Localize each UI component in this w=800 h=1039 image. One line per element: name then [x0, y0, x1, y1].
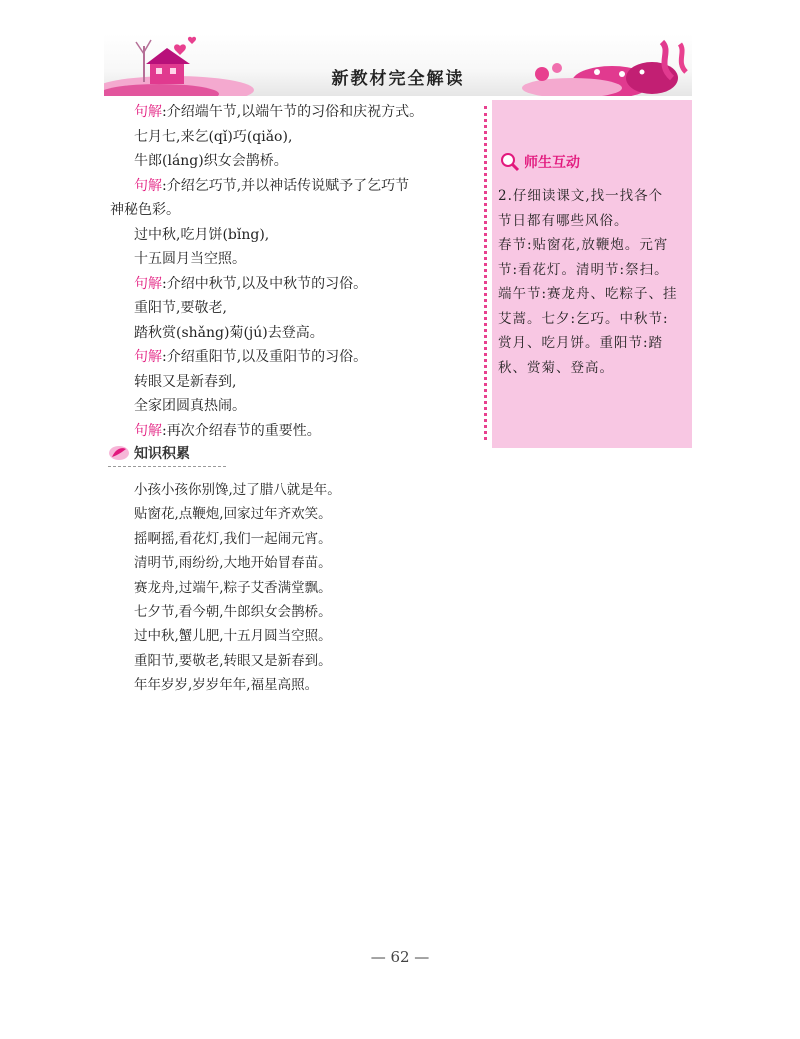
- poem-line: 年年岁岁,岁岁年年,福星高照。: [134, 677, 319, 694]
- sidebar-line: 节:看花灯。清明节:祭扫。: [498, 261, 669, 278]
- sidebar-line: 端午节:赛龙舟、吃粽子、挂: [498, 286, 678, 302]
- sidebar-line: 2.仔细读课文,找一找各个: [498, 188, 664, 204]
- poem-line: 重阳节,要敬老,转眼又是新春到。: [134, 652, 332, 669]
- heading-underline: [108, 466, 226, 467]
- text-line: 重阳节,要敬老,: [134, 300, 227, 316]
- text-line: 十五圆月当空照。: [134, 251, 246, 267]
- poem-line: 七夕节,看今朝,牛郎织女会鹊桥。: [134, 604, 332, 621]
- text-line: 七月七,来乞(qǐ)巧(qiǎo),: [134, 128, 293, 145]
- poem-line: 小孩小孩你别馋,过了腊八就是年。: [134, 482, 341, 498]
- leaf-icon: [108, 444, 130, 462]
- poem-line: 清明节,雨纷纷,大地开始冒春苗。: [134, 555, 332, 572]
- sidebar-line: 春节:贴窗花,放鞭炮。元宵: [498, 237, 669, 253]
- text-line: 牛郎(láng)织女会鹊桥。: [134, 153, 288, 169]
- text-line: 全家团圆真热闹。: [134, 398, 246, 414]
- sidebar-heading-text: 师生互动: [524, 155, 580, 171]
- teacher-student-sidebar: [492, 100, 692, 448]
- main-text-column: [110, 100, 479, 443]
- knowledge-heading: [108, 443, 190, 463]
- header-banner: [104, 34, 692, 96]
- sidebar-heading: [500, 152, 580, 172]
- text-line: 转眼又是新春到,: [134, 373, 237, 390]
- text-line: 句解:介绍重阳节,以及重阳节的习俗。: [134, 349, 368, 365]
- page-number: — 62 —: [370, 948, 430, 966]
- poem-line: 摇啊摇,看花灯,我们一起闹元宵。: [134, 530, 332, 547]
- poem-line: 贴窗花,点鞭炮,回家过年齐欢笑。: [134, 506, 332, 523]
- text-line: 句解:介绍中秋节,以及中秋节的习俗。: [134, 275, 368, 292]
- page-header-title: 新教材完全解读: [331, 69, 465, 89]
- sidebar-line: 秋、赏菊、登高。: [498, 359, 614, 376]
- magnifier-icon: [500, 152, 520, 172]
- knowledge-heading-text: 知识积累: [134, 446, 190, 462]
- knowledge-poem: [134, 478, 341, 698]
- text-line: 句解:再次介绍春节的重要性。: [134, 422, 321, 439]
- poem-line: 过中秋,蟹儿肥,十五月圆当空照。: [134, 628, 332, 645]
- text-line: 踏秋赏(shǎng)菊(jú)去登高。: [134, 324, 324, 341]
- sidebar-body: [498, 184, 688, 380]
- text-line: 句解:介绍端午节,以端午节的习俗和庆祝方式。: [134, 104, 424, 120]
- sidebar-line: 艾蒿。七夕:乞巧。中秋节:: [498, 310, 669, 327]
- dotted-divider: [484, 106, 487, 440]
- text-line: 句解:介绍乞巧节,并以神话传说赋予了乞巧节: [134, 177, 410, 194]
- sidebar-line: 节日都有哪些风俗。: [498, 212, 629, 229]
- poem-line: 赛龙舟,过端午,粽子艾香满堂飘。: [134, 579, 332, 596]
- sidebar-line: 赏月、吃月饼。重阳节:踏: [498, 335, 664, 351]
- text-line: 过中秋,吃月饼(bǐng),: [134, 226, 270, 243]
- text-line: 神秘色彩。: [110, 202, 180, 218]
